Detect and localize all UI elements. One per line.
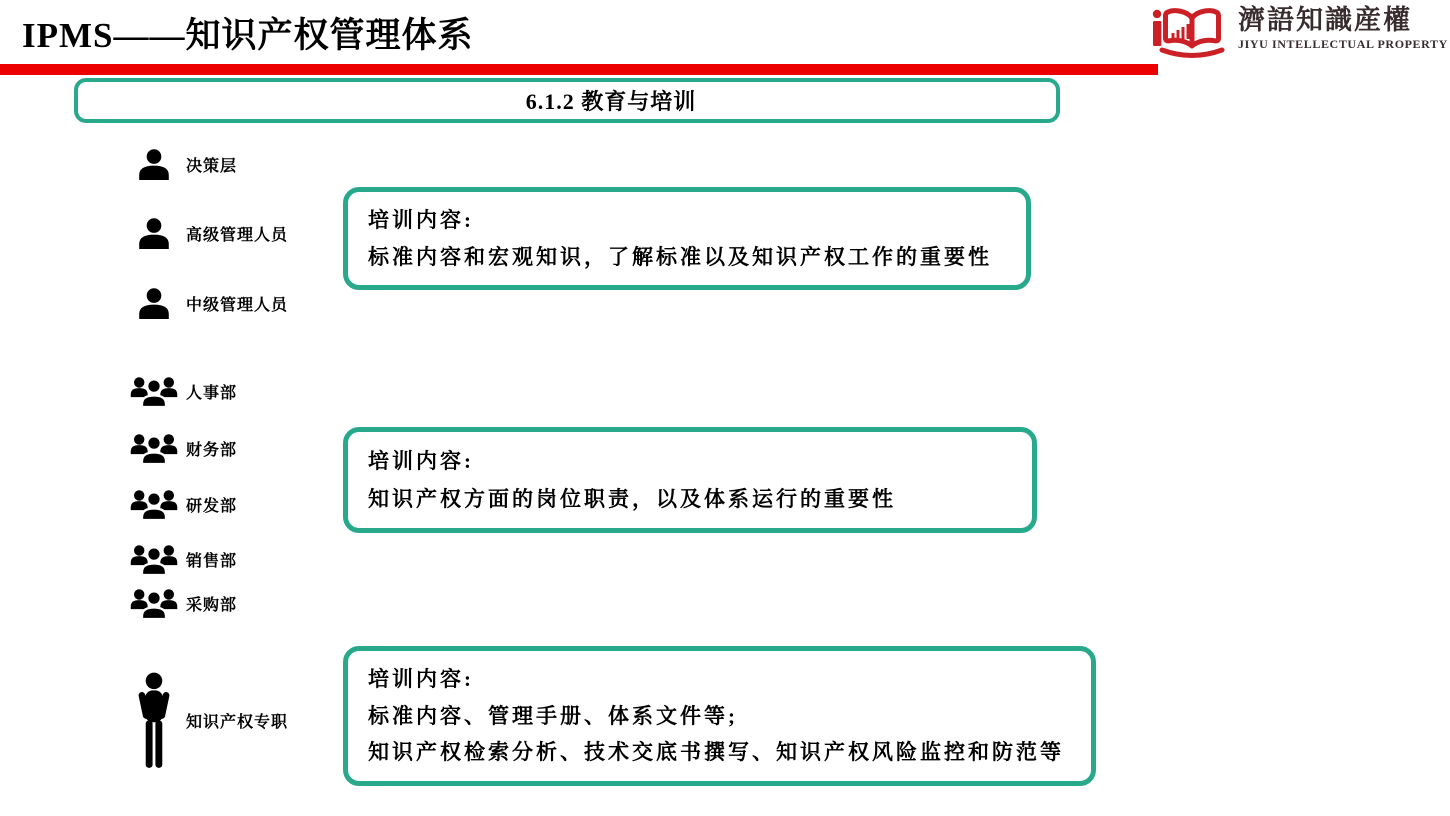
company-logo: [1152, 4, 1448, 62]
logo-text-block: [1238, 4, 1448, 52]
people-group-icon: [122, 588, 186, 619]
page-title: IPMS——知识产权管理体系: [22, 16, 474, 55]
role-label: 高级管理人员: [186, 226, 289, 244]
training-box-line: 知识产权方面的岗位职责，以及体系运行的重要性: [368, 486, 896, 511]
training-box-title: 培训内容:: [368, 449, 474, 474]
role-label: 决策层: [186, 157, 238, 175]
role-row-decision-layer: [122, 146, 237, 182]
training-box-specialist: [343, 646, 1096, 786]
people-group-icon: [122, 376, 186, 407]
section-title-box: [74, 78, 1060, 123]
logo-name-en: JIYU INTELLECTUAL PROPERTY: [1238, 37, 1448, 52]
people-group-icon: [122, 544, 186, 575]
training-box-line: 知识产权检索分析、技术交底书撰写、知识产权风险监控和防范等: [368, 740, 1064, 765]
dept-label: 人事部: [186, 384, 238, 402]
logo-name-cn: 濟語知識産權: [1238, 5, 1412, 35]
training-box-management: [343, 187, 1031, 290]
person-bust-icon: [122, 218, 186, 249]
people-group-icon: [122, 489, 186, 520]
dept-label: 财务部: [186, 441, 238, 459]
dept-row-purchasing: [122, 585, 237, 621]
person-bust-icon: [122, 288, 186, 319]
dept-label: 研发部: [186, 497, 238, 515]
dept-row-hr: [122, 373, 237, 409]
person-bust-icon: [122, 149, 186, 180]
dept-label: 销售部: [186, 552, 238, 570]
dept-row-sales: [122, 541, 237, 577]
dept-row-rnd: [122, 486, 237, 522]
open-book-logo-icon: [1152, 6, 1232, 62]
role-row-ip-specialist: [122, 668, 288, 772]
person-standing-icon: [122, 672, 186, 769]
role-row-senior-management: [122, 215, 288, 251]
dept-label: 采购部: [186, 596, 238, 614]
role-label: 中级管理人员: [186, 296, 289, 314]
dept-row-finance: [122, 430, 237, 466]
training-box-title: 培训内容:: [368, 208, 474, 233]
header-divider-bar: [0, 64, 1158, 75]
training-box-line: 标准内容、管理手册、体系文件等;: [368, 703, 738, 728]
section-title: 6.1.2 教育与培训: [525, 89, 697, 114]
training-box-departments: [343, 427, 1037, 533]
training-box-title: 培训内容:: [368, 667, 474, 692]
training-box-line: 标准内容和宏观知识，了解标准以及知识产权工作的重要性: [368, 244, 992, 269]
role-row-middle-management: [122, 285, 288, 321]
role-label: 知识产权专职: [186, 713, 289, 731]
people-group-icon: [122, 433, 186, 464]
